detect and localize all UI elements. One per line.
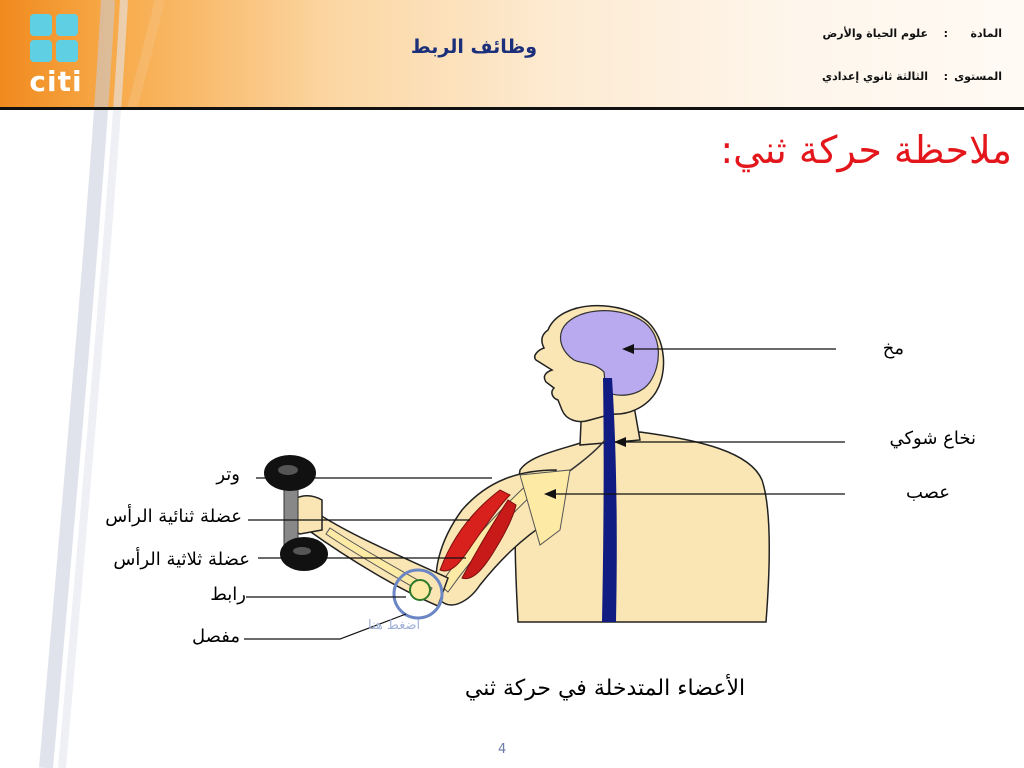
subject-value: علوم الحياة والأرض (822, 27, 928, 40)
label-tendon: وتر (216, 464, 240, 485)
page-number: 4 (498, 742, 507, 757)
click-here-link[interactable]: اضغط هنا (368, 618, 421, 633)
label-nerve: عصب (905, 482, 950, 503)
diagram-caption: الأعضاء المتدخلة في حركة ثني (464, 676, 746, 701)
label-triceps: عضلة ثلاثية الرأس (113, 549, 250, 570)
subject-label: المادة (970, 27, 1002, 40)
slide-title: ملاحظة حركة ثني: (720, 128, 1012, 172)
elbow-joint-shape (410, 580, 430, 600)
dumbbell-bottom-shine (293, 547, 311, 555)
label-joint: مفصل (192, 626, 240, 647)
subject-separator: : (943, 27, 948, 40)
level-separator: : (943, 70, 948, 83)
label-biceps: عضلة ثنائية الرأس (105, 506, 242, 527)
label-spinal-cord: نخاع شوكي (889, 428, 976, 449)
level-label: المستوى (954, 70, 1002, 83)
label-brain: مخ (882, 338, 904, 359)
lesson-title: وظائف الربط (410, 36, 538, 58)
level-value: الثالثة ثانوي إعدادي (822, 70, 928, 83)
label-ligament: رابط (210, 584, 246, 605)
logo-text: citi (29, 65, 83, 98)
dumbbell-top-shine (278, 465, 298, 475)
